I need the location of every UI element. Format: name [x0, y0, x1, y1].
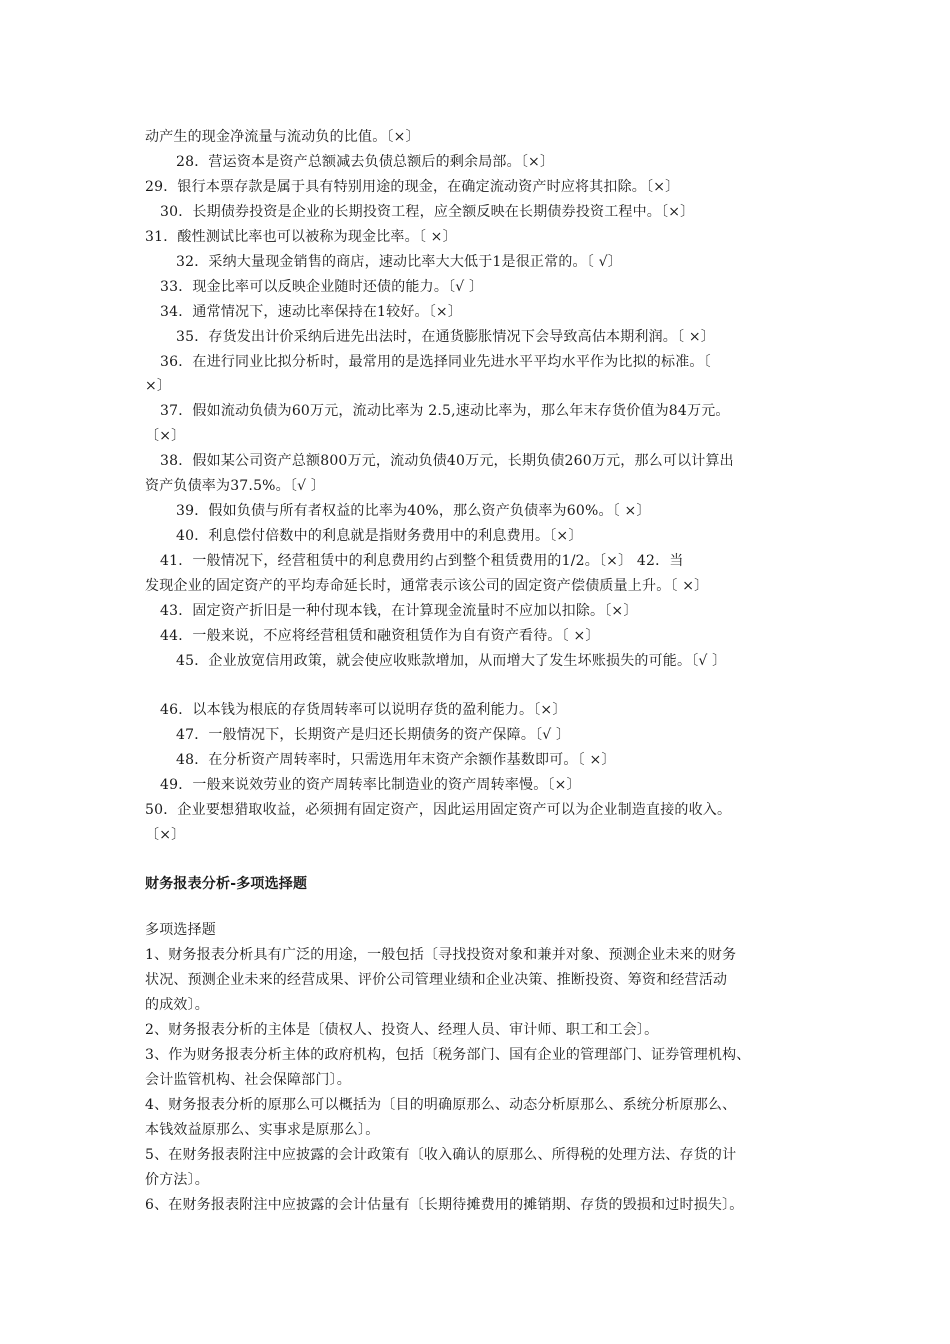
- judgment-line-32: 32．采纳大量现金销售的商店，速动比率大大低于1是很正常的。〔 √〕: [176, 254, 622, 270]
- judgment-line-44: 44．一般来说，不应将经营租赁和融资租赁作为自有资产看待。〔 ×〕: [160, 628, 600, 644]
- choice-line-1-cont: 状况、预测企业未来的经营成果、评价公司管理业绩和企业决策、推断投资、筹资和经营活动: [145, 972, 728, 988]
- judgment-line-29: 29．银行本票存款是属于具有特别用途的现金，在确定流动资产时应将其扣除。〔×〕: [145, 179, 680, 195]
- judgment-line-36-end: ×〕: [145, 378, 172, 394]
- judgment-line-39: 39．假如负债与所有者权益的比率为40%，那么资产负债率为60%。〔 ×〕: [176, 503, 651, 519]
- judgment-line-49: 49．一般来说效劳业的资产周转率比制造业的资产周转率慢。〔×〕: [160, 777, 581, 793]
- judgment-line-41: 41．一般情况下，经营租赁中的利息费用约占到整个租赁费用的1/2。〔×〕 42．当: [160, 553, 684, 569]
- judgment-line-36: 36．在进行同业比拟分析时，最常用的是选择同业先进水平平均水平作为比拟的标准。〔: [160, 354, 711, 370]
- judgment-line-48: 48．在分析资产周转率时，只需选用年末资产余额作基数即可。〔 ×〕: [176, 752, 616, 768]
- judgment-line-35: 35．存货发出计价采纳后进先出法时，在通货膨胀情况下会导致高估本期利润。〔 ×〕: [176, 329, 715, 345]
- judgment-line-42: 发现企业的固定资产的平均寿命延长时，通常表示该公司的固定资产偿债质量上升。〔 ×〕: [145, 578, 709, 594]
- choice-line-3: 3、作为财务报表分析主体的政府机构，包括〔税务部门、国有企业的管理部门、证券管理机构、: [145, 1047, 751, 1063]
- judgment-line-47: 47．一般情况下，长期资产是归还长期债务的资产保障。〔√ 〕: [176, 727, 571, 743]
- section-title: 财务报表分析-多项选择题: [145, 876, 308, 892]
- judgment-line-45: 45．企业放宽信用政策，就会使应收账款增加，从而增大了发生坏账损失的可能。〔√ 〕: [176, 653, 727, 669]
- choice-line-2: 2、财务报表分析的主体是〔债权人、投资人、经理人员、审计师、职工和工会〕。: [145, 1022, 659, 1038]
- judgment-line-50: 50．企业要想猎取收益，必须拥有固定资产，因此运用固定资产可以为企业制造直接的收入。: [145, 802, 732, 818]
- choice-line-5: 5、在财务报表附注中应披露的会计政策有〔收入确认的原那么、所得税的处理方法、存货的计: [145, 1147, 737, 1163]
- judgment-line-50-end: 〔×〕: [145, 827, 186, 843]
- judgment-line-28: 28．营运资本是资产总额减去负债总额后的剩余局部。〔×〕: [176, 154, 555, 170]
- judgment-line-34: 34．通常情况下，速动比率保持在1较好。〔×〕: [160, 304, 463, 320]
- choice-line-3-end: 会计监管机构、社会保障部门〕。: [145, 1072, 351, 1088]
- judgment-line-38-end: 资产负债率为37.5%。〔√ 〕: [145, 478, 326, 494]
- judgment-line-27-end: 动产生的现金净流量与流动负的比值。〔×〕: [145, 129, 420, 145]
- judgment-line-46: 46．以本钱为根底的存货周转率可以说明存货的盈利能力。〔×〕: [160, 702, 567, 718]
- judgment-line-38: 38．假如某公司资产总额800万元，流动负债40万元，长期负债260万元，那么可以计算出: [160, 453, 734, 469]
- choice-line-6: 6、在财务报表附注中应披露的会计估量有〔长期待摊费用的摊销期、存货的毁损和过时损失〕。: [145, 1197, 744, 1213]
- judgment-line-43: 43．固定资产折旧是一种付现本钱，在计算现金流量时不应加以扣除。〔×〕: [160, 603, 638, 619]
- judgment-line-37-end: 〔×〕: [145, 428, 186, 444]
- choice-line-1: 1、财务报表分析具有广泛的用途，一般包括〔寻找投资对象和兼并对象、预测企业未来的财务: [145, 947, 737, 963]
- choice-line-4-end: 本钱效益原那么、实事求是原那么〕。: [145, 1122, 380, 1138]
- judgment-line-33: 33．现金比率可以反映企业随时还债的能力。〔√ 〕: [160, 279, 484, 295]
- judgment-line-30: 30．长期债券投资是企业的长期投资工程，应全额反映在长期债券投资工程中。〔×〕: [160, 204, 695, 220]
- section-subtitle: 多项选择题: [145, 922, 216, 938]
- choice-line-1-end: 的成效〕。: [145, 997, 209, 1013]
- judgment-line-40: 40．利息偿付倍数中的利息就是指财务费用中的利息费用。〔×〕: [176, 528, 583, 544]
- judgment-line-31: 31．酸性测试比率也可以被称为现金比率。〔 ×〕: [145, 229, 457, 245]
- judgment-line-37: 37．假如流动负债为60万元，流动比率为 2.5,速动比率为，那么年末存货价值为84万元。: [160, 403, 730, 419]
- choice-line-5-end: 价方法〕。: [145, 1172, 209, 1188]
- choice-line-4: 4、财务报表分析的原那么可以概括为〔目的明确原那么、动态分析原那么、系统分析原那么、: [145, 1097, 737, 1113]
